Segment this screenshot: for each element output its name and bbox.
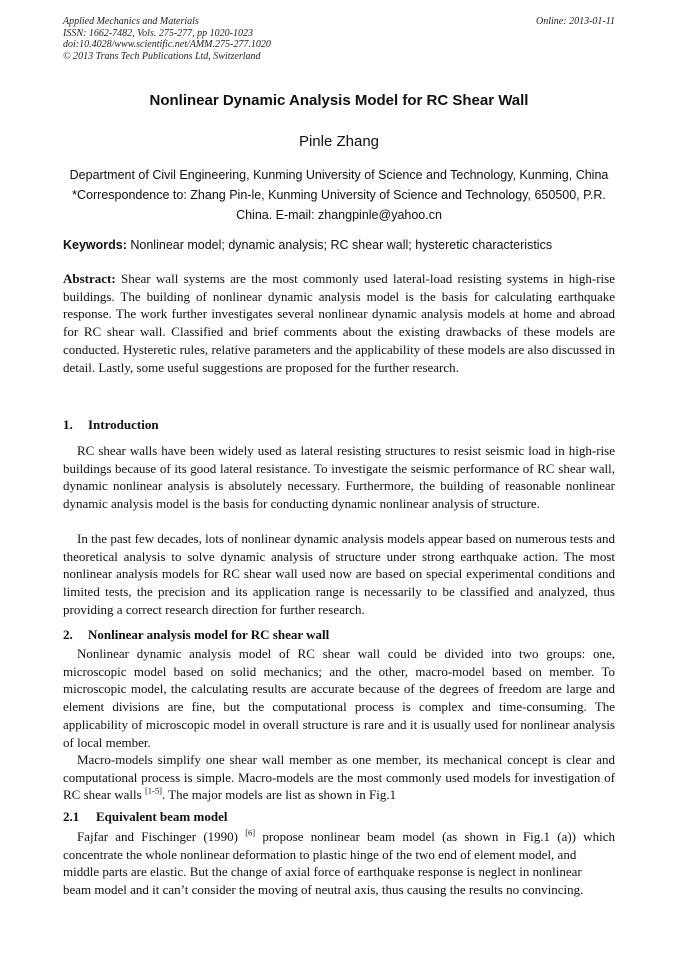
author-name: Pinle Zhang — [298, 133, 380, 150]
paragraph-line: concentrate the whole nonlinear deformation to plastic hinge of the two end of element model, and — [63, 846, 577, 862]
keywords — [63, 238, 623, 252]
paragraph-line — [63, 828, 615, 846]
paragraph-text: . The major models are list as shown in Fig.1 — [161, 787, 397, 803]
email-line: China. E-mail: zhangpinle@yahoo.cn — [236, 208, 442, 222]
section-number: 1. — [63, 417, 73, 432]
doi-line: doi:10.4028/www.scientific.net/AMM.275-277.1020 — [63, 39, 271, 50]
subsection-title: Equivalent beam model — [96, 809, 228, 824]
copyright-line: © 2013 Trans Tech Publications Ltd, Switzerland — [63, 50, 261, 62]
abstract — [63, 270, 615, 376]
affiliation — [55, 165, 623, 225]
online-date: Online: 2013-01-11 — [536, 16, 615, 27]
paragraph: Nonlinear dynamic analysis model of RC shear wall could be divided into two groups: one, microscopic model based on solid mechanics; and the other, macro-model based on member. To microscopic model, the calculating results are accurate because of the degrees of freedom are large and element divisions are fine, but the computational process is complex and time-consuming. The applicability of microscopic model in overall structure is rare and it is usually used for nonlinear analysis of local member. — [63, 646, 615, 750]
citation-ref: [1-5] — [144, 786, 162, 797]
section-heading-introduction — [63, 417, 159, 433]
section-heading-models — [63, 627, 329, 643]
keywords-text: Nonlinear model; dynamic analysis; RC shear wall; hysteretic characteristics — [126, 238, 553, 252]
paper-title: Nonlinear Dynamic Analysis Model for RC Shear Wall — [149, 92, 529, 109]
subsection-heading-equivalent-beam — [63, 809, 227, 825]
journal-name: Applied Mechanics and Materials — [63, 16, 199, 27]
citation-ref: [6] — [245, 827, 256, 838]
paragraph — [63, 751, 615, 804]
correspondence-line: *Correspondence to: Zhang Pin-le, Kunming University of Science and Technology, 650500, P.R. — [72, 188, 606, 202]
section-title: Introduction — [88, 417, 159, 432]
paragraph: In the past few decades, lots of nonlinear dynamic analysis models appear based on numerous tests and theoretical analysis to solve dynamic analysis of structure under strong earthquake action. The most nonlinear analysis models for RC shear wall used now are based on special experimental conditions and limited tests, the precision and its application range is necessarily to be classified and analyzed, thus providing a correct research direction for further research. — [63, 531, 615, 617]
paragraph-line: beam model and it can’t consider the moving of neutral axis, thus causing the results no convincing. — [63, 882, 584, 898]
subsection-number: 2.1 — [63, 809, 80, 824]
paragraph-text: Fajfar and Fischinger (1990) — [77, 829, 246, 844]
abstract-label: Abstract: — [63, 271, 116, 286]
section-title: Nonlinear analysis model for RC shear wall — [88, 627, 330, 642]
keywords-label: Keywords: — [63, 238, 127, 252]
affiliation-line: Department of Civil Engineering, Kunming University of Science and Technology, Kunming, China — [69, 168, 609, 182]
section-number: 2. — [63, 627, 73, 642]
issn-line: ISSN: 1662-7482, Vols. 275-277, pp 1020-1023 — [63, 27, 253, 39]
paragraph: RC shear walls have been widely used as lateral resisting structures to resist seismic load in high-rise buildings because of its good lateral resistance. To investigate the seismic performance of RC shear wall, dynamic nonlinear analysis is absolutely necessary. Furthermore, the building of reasonable nonlinear dynamic analysis model is the basis for conducting dynamic nonlinear analysis of structure. — [63, 443, 615, 512]
paragraph-text: propose nonlinear beam model (as shown in Fig.1 (a)) which — [255, 829, 615, 844]
paragraph-text: Macro-models simplify one shear wall member as one member, its mechanical concept is clear and computational process is simple. Macro-models are the most commonly used models for investigation of RC shear walls — [63, 752, 615, 803]
journal-header — [63, 16, 615, 62]
abstract-text: Shear wall systems are the most commonly used lateral-load resisting systems in high-rise buildings. The building of nonlinear dynamic analysis model is the basis for calculating earthquake response. The work further investigates several nonlinear dynamic analysis models at home and abroad for RC shear wall. Classified and brief comments about the existing drawbacks of these models are conducted. Hysteretic rules, relative parameters and the applicability of these models are also discussed in detail. Lastly, some useful suggestions are proposed for the further research. — [63, 271, 615, 375]
paragraph-line: middle parts are elastic. But the change of axial force of earthquake response is neglect in nonlinear — [63, 864, 582, 880]
paragraph — [63, 828, 615, 899]
